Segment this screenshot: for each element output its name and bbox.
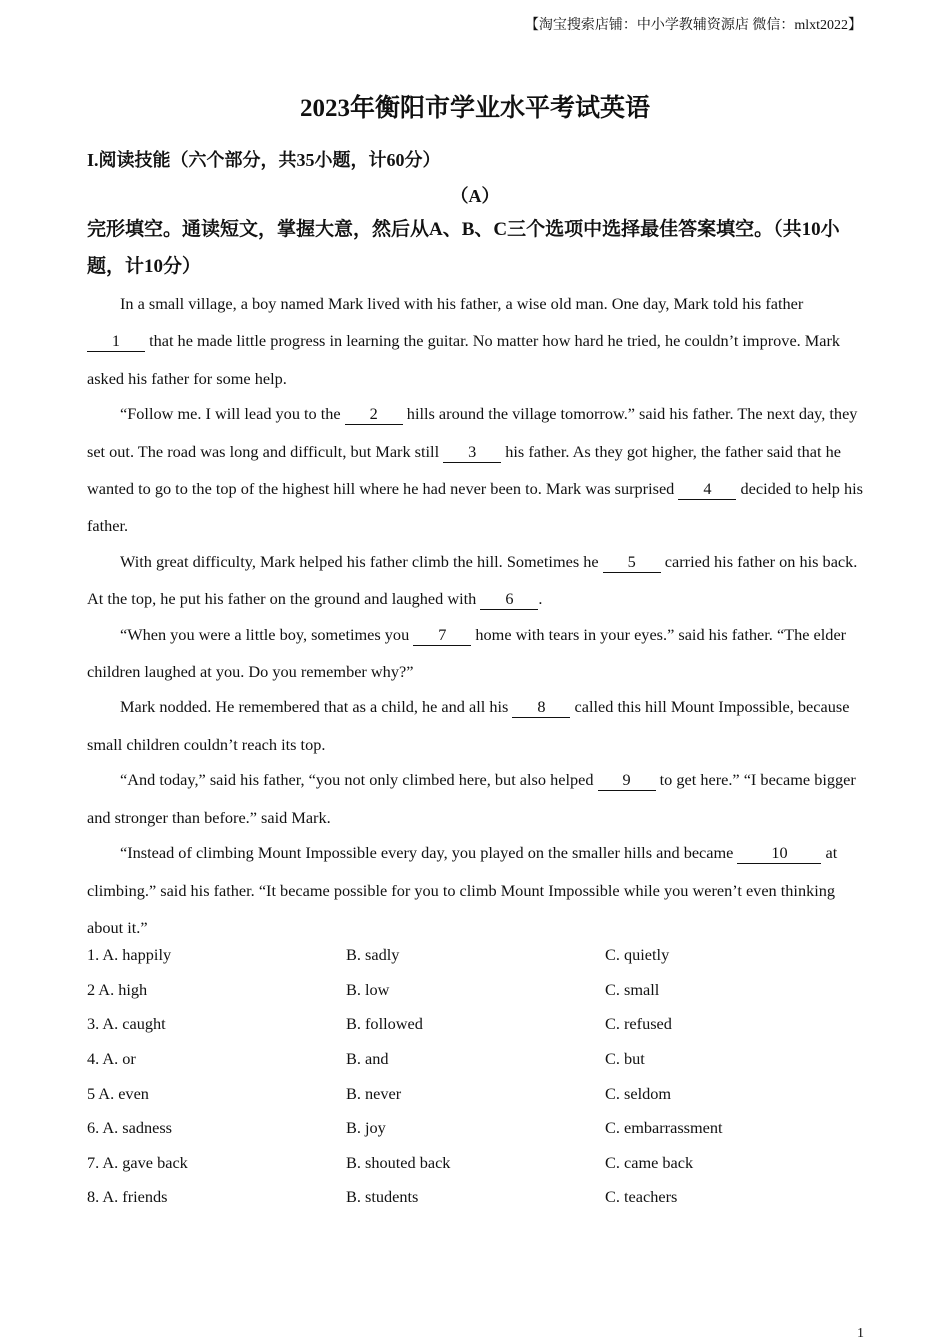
option-b[interactable]: B. joy	[346, 1118, 386, 1138]
option-b[interactable]: B. low	[346, 979, 390, 999]
option-a[interactable]: 6. A. sadness	[87, 1118, 173, 1138]
passage-text: at climbing.” said his father. “It became possible for you to climb Mount Impossible while you weren’t even thinking about it.”	[87, 843, 838, 937]
passage-text: In a small village, a boy named Mark lived with his father, a wise old man. One day, Mark told his father	[120, 294, 804, 313]
option-c[interactable]: C. teachers	[605, 1187, 678, 1207]
passage-text: his father. As they got higher, the father said that he wanted to go to the top of the highest hill where he had never been to. Mark was surprised	[87, 441, 841, 499]
option-c[interactable]: C. came back	[605, 1152, 694, 1172]
passage-text: that he made little progress in learning the guitar. No matter how hard he tried, he couldn’t improve. Mark asked his father for some help.	[87, 331, 841, 388]
option-c[interactable]: C. seldom	[605, 1083, 672, 1103]
blank-8: 8	[512, 697, 570, 718]
paragraph-7	[87, 834, 863, 946]
paragraph-4	[87, 616, 863, 691]
option-a[interactable]: 8. A. friends	[87, 1187, 168, 1207]
paragraph-6	[87, 761, 863, 836]
option-a[interactable]: 7. A. gave back	[87, 1152, 188, 1172]
paragraph-5	[87, 688, 863, 763]
option-a[interactable]: 4. A. or	[87, 1049, 136, 1069]
option-c[interactable]: C. but	[605, 1049, 645, 1069]
paragraph-1	[87, 285, 863, 397]
blank-4: 4	[678, 479, 736, 500]
option-b[interactable]: B. students	[346, 1187, 419, 1207]
option-c[interactable]: C. small	[605, 979, 660, 999]
page-number: 1	[857, 1326, 864, 1341]
option-row-2	[87, 973, 863, 1008]
passage-text: Mark nodded. He remembered that as a child, he and all his	[120, 697, 513, 717]
option-b[interactable]: B. sadly	[346, 945, 400, 965]
option-row-5	[87, 1076, 863, 1111]
paragraph-2	[87, 395, 863, 545]
cloze-passage	[87, 285, 863, 944]
passage-text: .	[538, 589, 543, 609]
passage-text: called this hill Mount Impossible, because small children couldn’t reach its top.	[87, 697, 850, 754]
blank-10: 10	[737, 843, 821, 864]
passage-text: hills around the village tomorrow.” said his father. The next day, they set out. The road was long and difficult, but Mark still	[87, 404, 858, 461]
passage-text: home with tears in your eyes.” said his father. “The elder children laughed at you. Do you remember why?”	[87, 624, 847, 682]
option-row-3	[87, 1007, 863, 1042]
passage-text: to get here.” “I became bigger and stronger than before.” said Mark.	[87, 770, 856, 827]
passage-text: “When you were a little boy, sometimes you	[120, 624, 414, 644]
page-title: 2023年衡阳市学业水平考试英语	[299, 95, 650, 122]
option-a[interactable]: 2 A. high	[87, 979, 148, 999]
blank-3: 3	[443, 442, 501, 463]
blank-9: 9	[598, 770, 656, 791]
passage-text: carried his father on his back. At the top, he put his father on the ground and laughed with	[87, 551, 858, 609]
option-row-7	[87, 1146, 863, 1181]
passage-text: “And today,” said his father, “you not only climbed here, but also helped	[120, 770, 598, 790]
option-b[interactable]: B. shouted back	[346, 1152, 451, 1172]
option-b[interactable]: B. followed	[346, 1014, 423, 1034]
option-c[interactable]: C. quietly	[605, 945, 670, 965]
paragraph-3	[87, 543, 863, 618]
instruction-text: 完形填空。通读短文，掌握大意，然后从A、B、C三个选项中选择最佳答案填空。（共10小题，计10分）	[87, 219, 840, 277]
passage-text: With great difficulty, Mark helped his father climb the hill. Sometimes he	[120, 551, 603, 571]
option-row-4	[87, 1042, 863, 1077]
option-b[interactable]: B. never	[346, 1083, 402, 1103]
option-a[interactable]: 1. A. happily	[87, 945, 172, 965]
option-c[interactable]: C. embarrassment	[605, 1118, 723, 1138]
blank-2: 2	[345, 404, 403, 425]
option-row-8	[87, 1180, 863, 1215]
blank-7: 7	[413, 625, 471, 646]
passage-text: “Instead of climbing Mount Impossible every day, you played on the smaller hills and became	[120, 843, 738, 863]
option-row-1	[87, 938, 863, 973]
blank-1: 1	[87, 331, 145, 352]
header-note: 【淘宝搜索店铺：中小学教辅资源店 微信：mlxt2022】	[524, 18, 862, 33]
passage-text: “Follow me. I will lead you to the	[120, 404, 345, 424]
blank-6: 6	[480, 589, 538, 610]
part-label: （A）	[450, 186, 500, 206]
option-row-6	[87, 1111, 863, 1146]
passage-text: decided to help his father.	[87, 479, 864, 536]
option-b[interactable]: B. and	[346, 1049, 389, 1069]
option-c[interactable]: C. refused	[605, 1014, 672, 1034]
answer-options	[87, 938, 863, 1215]
section-heading: I.阅读技能（六个部分，共35小题，计60分）	[87, 150, 441, 170]
blank-5: 5	[603, 552, 661, 573]
option-a[interactable]: 3. A. caught	[87, 1014, 166, 1034]
option-a[interactable]: 5 A. even	[87, 1083, 149, 1103]
